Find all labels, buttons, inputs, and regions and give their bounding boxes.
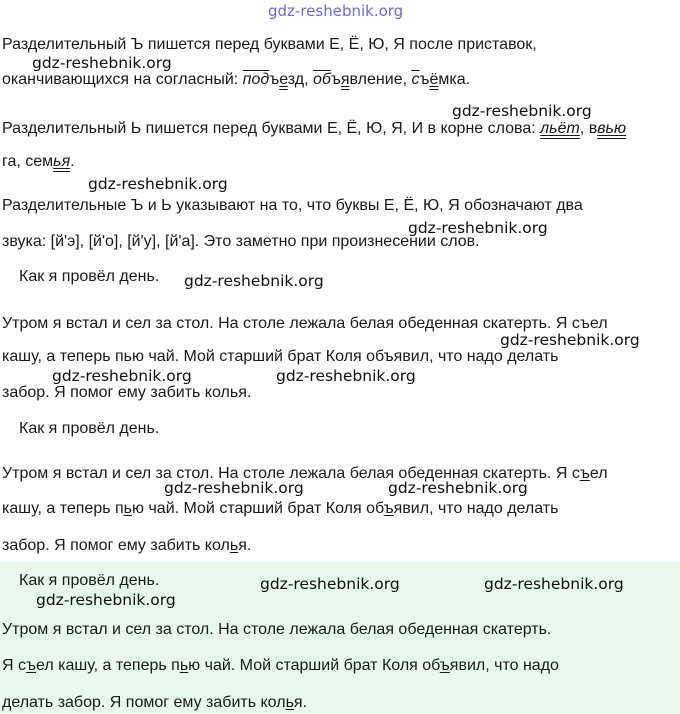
essay-title: Как я провёл день. xyxy=(19,420,160,437)
watermark: gdz-reshebnik.org xyxy=(260,575,400,593)
watermark: gdz-reshebnik.org xyxy=(32,54,172,72)
watermark: gdz-reshebnik.org xyxy=(268,2,404,20)
rule-text: звука: [й'э], [й'о], [й'у], [й'а]. Это заметно при произнесении слов. xyxy=(2,233,480,250)
rule-text xyxy=(2,71,470,89)
essay-text xyxy=(2,657,559,675)
vowel-mark: ё xyxy=(429,71,439,88)
watermark: gdz-reshebnik.org xyxy=(408,219,548,237)
watermark: gdz-reshebnik.org xyxy=(52,367,192,385)
prefix-mark: об xyxy=(312,71,331,88)
example-word: ья xyxy=(53,153,71,170)
separating-sign: ъ xyxy=(26,657,36,674)
separating-sign: ь xyxy=(179,657,189,674)
example-word: льёт xyxy=(540,120,580,137)
text-part: ю чай. Мой старший брат Коля об xyxy=(188,657,440,674)
watermark: gdz-reshebnik.org xyxy=(88,175,228,193)
rule-text: Разделительные Ъ и Ь указывают на то, что буквы Е, Ё, Ю, Я обозначают два xyxy=(2,197,583,214)
prefix-mark: с xyxy=(411,71,420,88)
hard-sign: ъ xyxy=(419,71,430,88)
rule-text-part: га, сем xyxy=(2,153,54,170)
word-part: , в xyxy=(579,120,598,137)
rule-text-part: оканчивающихся на согласный: xyxy=(2,71,243,88)
separating-sign: ъ xyxy=(579,465,590,482)
rule-text xyxy=(2,120,626,138)
separating-sign: ъ xyxy=(383,500,394,517)
watermark: gdz-reshebnik.org xyxy=(184,272,324,290)
essay-text: Утром я встал и сел за стол. На столе лежала белая обеденная скатерть. Я съел xyxy=(2,315,608,332)
essay-text xyxy=(2,465,608,483)
rule-text-part: Разделительный Ь пишется перед буквами Е, Ё, Ю, Я, И в корне слова: xyxy=(2,120,541,137)
text-part: ю чай. Мой старший брат Коля об xyxy=(132,500,384,517)
watermark: gdz-reshebnik.org xyxy=(452,102,592,120)
watermark: gdz-reshebnik.org xyxy=(484,575,624,593)
essay-title: Как я провёл день. xyxy=(19,572,160,589)
vowel-mark: я xyxy=(340,71,350,88)
watermark: gdz-reshebnik.org xyxy=(36,591,176,609)
hard-sign: ъ xyxy=(330,71,341,88)
rule-text xyxy=(2,153,75,171)
text-part: Утром я встал и сел за стол. На столе лежала белая обеденная скатерть. Я с xyxy=(2,465,580,482)
vowel-mark: е xyxy=(279,71,288,88)
watermark: gdz-reshebnik.org xyxy=(276,367,416,385)
example-word: вью xyxy=(597,120,626,137)
essay-text: забор. Я помог ему забить колья. xyxy=(2,384,252,401)
essay-text: кашу, а теперь пью чай. Мой старший брат Коля объявил, что надо делать xyxy=(2,348,559,365)
separating-sign: ь xyxy=(285,694,294,711)
text-part: явил, что надо xyxy=(449,657,559,674)
text-part: кашу, а теперь п xyxy=(2,500,124,517)
text-part: я. xyxy=(238,537,252,554)
text-part: ел кашу, а теперь п xyxy=(36,657,180,674)
essay-title: Как я провёл день. xyxy=(19,268,160,285)
text-part: явил, что надо делать xyxy=(393,500,559,517)
text-part: делать забор. Я помог ему забить кол xyxy=(2,694,286,711)
separating-sign: ь xyxy=(229,537,239,554)
prefix-mark: под xyxy=(242,71,270,88)
word-part: вление, xyxy=(349,71,412,88)
watermark: gdz-reshebnik.org xyxy=(164,479,304,497)
text-part: я. xyxy=(293,694,308,711)
essay-text: Утром я встал и сел за стол. На столе лежала белая обеденная скатерть. xyxy=(2,621,552,638)
hard-sign: ъ xyxy=(269,71,280,88)
separating-sign: ь xyxy=(123,500,133,517)
essay-text xyxy=(2,537,251,555)
text-part: Я с xyxy=(2,657,26,674)
word-part: зд, xyxy=(287,71,313,88)
essay-text xyxy=(2,500,558,518)
text-part: забор. Я помог ему забить кол xyxy=(2,537,230,554)
rule-text: Разделительный Ъ пишется перед буквами Е, Ё, Ю, Я после приставок, xyxy=(2,36,537,53)
word-part: . xyxy=(70,153,75,170)
watermark: gdz-reshebnik.org xyxy=(388,479,528,497)
watermark: gdz-reshebnik.org xyxy=(500,331,640,349)
essay-text xyxy=(2,694,307,712)
separating-sign: ъ xyxy=(439,657,450,674)
text-part: ел xyxy=(589,465,608,482)
word-part: мка. xyxy=(438,71,471,88)
